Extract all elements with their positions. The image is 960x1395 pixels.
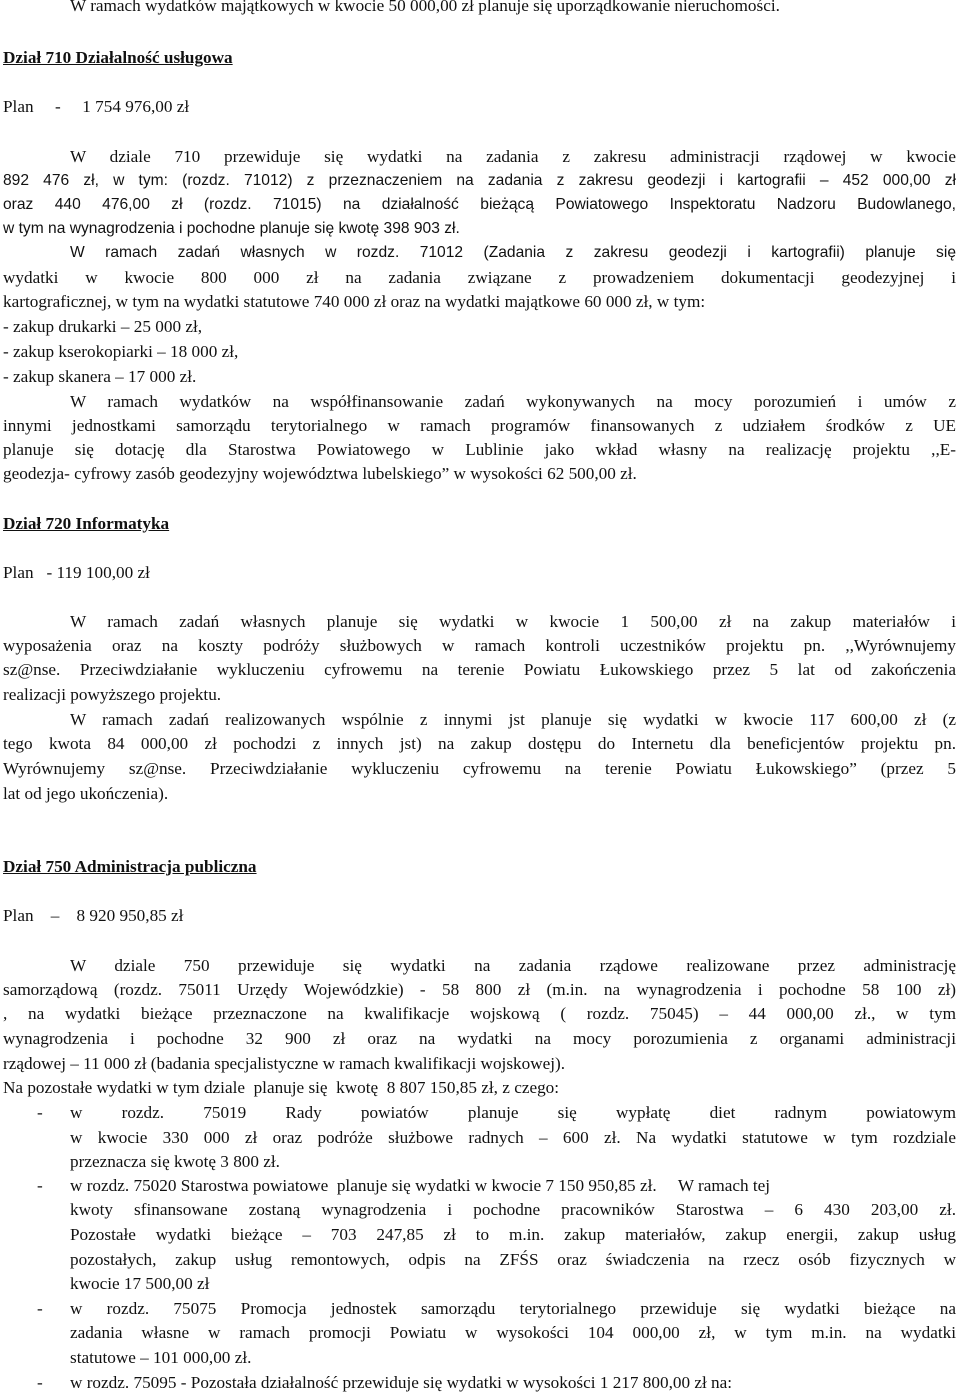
paragraph-line: samorządową (rozdz. 75011 Urzędy Wojewódzkie) - 58 800 zł (m.in. na wynagrodzenia i pochodne 58 100 zł) — [3, 980, 956, 999]
list-item: w rozdz. 75095 - Pozostała działalność przewiduje się wydatki w wysokości 1 217 800,00 zł na: — [70, 1373, 733, 1392]
text-line: W ramach wydatków majątkowych w kwocie 50 000,00 zł planuje się uporządkowanie nieruchomości. — [70, 0, 780, 15]
list-item: - zakup drukarki – 25 000 zł, — [3, 317, 203, 336]
list-item: w kwocie 330 000 zł oraz podróże służbowe radnych – 600 zł. Na wydatki statutowe w tym rozdziale — [70, 1128, 956, 1147]
section-heading-750: Dział 750 Administracja publiczna — [3, 857, 257, 876]
paragraph-line: realizacji powyższego projektu. — [3, 685, 222, 704]
paragraph-line: kartograficznej, w tym na wydatki statutowe 740 000 zł oraz na wydatki majątkowe 60 000 zł, w tym: — [3, 292, 706, 311]
list-dash: - — [37, 1373, 43, 1392]
plan-amount-710: Plan - 1 754 976,00 zł — [3, 97, 190, 116]
paragraph-line: W ramach zadań własnych w rozdz. 71012 (Zadania z zakresu geodezji i kartografii) planuje się — [70, 244, 956, 261]
paragraph-line: 892 476 zł, w tym: (rozdz. 71012) z przeznaczeniem na zadania z zakresu geodezji i kartografii – 452 000,00 zł — [3, 172, 956, 189]
section-heading-720: Dział 720 Informatyka — [3, 514, 170, 533]
plan-amount-720: Plan - 119 100,00 zł — [3, 563, 150, 582]
paragraph-line: tego kwota 84 000,00 zł pochodzi z innych jst) na zakup dostępu do Internetu dla beneficjentów projektu pn. — [3, 734, 956, 753]
paragraph-line: planuje się dotację dla Starostwa Powiatowego w Lublinie jako wkład własny na realizację projektu ,,E- — [3, 440, 956, 459]
list-item: - zakup kserokopiarki – 18 000 zł, — [3, 342, 239, 361]
paragraph-line: , na wydatki bieżące przeznaczone na kwalifikacje wojskową ( rozdz. 75045) – 44 000,00 zł., w tym — [3, 1004, 956, 1023]
paragraph-line: W dziale 750 przewiduje się wydatki na zadania rządowe realizowane przez administrację — [70, 956, 956, 975]
paragraph-line: innymi jednostkami samorządu terytorialnego w ramach programów finansowanych z udziałem środków z UE — [3, 416, 956, 435]
list-dash: - — [37, 1176, 43, 1195]
list-item: kwocie 17 500,00 zł — [70, 1274, 210, 1293]
paragraph-line: geodezja- cyfrowy zasób geodezyjny województwa lubelskiego” w wysokości 62 500,00 zł. — [3, 464, 637, 483]
paragraph-line: W dziale 710 przewiduje się wydatki na zadania z zakresu administracji rządowej w kwocie — [70, 147, 956, 166]
list-item: statutowe – 101 000,00 zł. — [70, 1348, 252, 1367]
list-dash: - — [37, 1103, 43, 1122]
paragraph-line: W ramach wydatków na współfinansowanie zadań wykonywanych na mocy porozumień i umów z — [70, 392, 956, 411]
list-item: przeznacza się kwotę 3 800 zł. — [70, 1152, 280, 1171]
list-item: w rozdz. 75020 Starostwa powiatowe planuje się wydatki w kwocie 7 150 950,85 zł. W ramach tej — [70, 1176, 771, 1195]
paragraph-line: Wyrównujemy sz@nse. Przeciwdziałanie wykluczeniu cyfrowemu na terenie Powiatu Łukowskiego” (przez 5 — [3, 759, 956, 778]
list-item: w rozdz. 75019 Rady powiatów planuje się wypłatę diet radnym powiatowym — [70, 1103, 956, 1122]
section-heading-710: Dział 710 Działalność usługowa — [3, 48, 233, 67]
paragraph-line: wydatki w kwocie 800 000 zł na zadania związane z prowadzeniem dokumentacji geodezyjnej i — [3, 268, 956, 287]
list-dash: - — [37, 1299, 43, 1318]
paragraph-line: oraz 440 476,00 zł (rozdz. 71015) na działalność bieżącą Powiatowego Inspektoratu Nadzoru Budowlanego, — [3, 196, 956, 213]
list-item: zadania własne w ramach promocji Powiatu w wysokości 104 000,00 zł, w tym m.in. na wydatki — [70, 1323, 956, 1342]
paragraph-line: Na pozostałe wydatki w tym dziale planuje się kwotę 8 807 150,85 zł, z czego: — [3, 1078, 560, 1097]
paragraph-line: lat od jego ukończenia). — [3, 784, 169, 803]
list-item: - zakup skanera – 17 000 zł. — [3, 367, 197, 386]
paragraph-line: wyposażenia oraz na koszty podróży służbowych w ramach kontroli uczestników projektu pn. ,,Wyrównujemy — [3, 636, 956, 655]
list-item: Pozostałe wydatki bieżące – 703 247,85 zł to m.in. zakup materiałów, zakup energii, zakup usług — [70, 1225, 956, 1244]
paragraph-line: wynagrodzenia i pochodne 32 900 zł oraz na wydatki na mocy porozumienia z organami administracji — [3, 1029, 956, 1048]
paragraph-line: rządowej – 11 000 zł (badania specjalistyczne w ramach kwalifikacji wojskowej). — [3, 1054, 566, 1073]
list-item: kwoty sfinansowane zostaną wynagrodzenia i pochodne pracowników Starostwa – 6 430 203,00 zł. — [70, 1200, 956, 1219]
paragraph-line: w tym na wynagrodzenia i pochodne planuje się kwotę 398 903 zł. — [3, 220, 460, 237]
plan-amount-750: Plan – 8 920 950,85 zł — [3, 906, 184, 925]
list-item: pozostałych, zakup usług remontowych, odpis na ZFŚS oraz świadczenia na rzecz osób fizycznych w — [70, 1250, 956, 1269]
paragraph-line: sz@nse. Przeciwdziałanie wykluczeniu cyfrowemu na terenie Powiatu Łukowskiego przez 5 lat od zakończenia — [3, 660, 956, 679]
list-item: w rozdz. 75075 Promocja jednostek samorządu terytorialnego przewiduje się wydatki bieżące na — [70, 1299, 956, 1318]
paragraph-line: W ramach zadań własnych planuje się wydatki w kwocie 1 500,00 zł na zakup materiałów i — [70, 612, 956, 631]
paragraph-line: W ramach zadań realizowanych wspólnie z innymi jst planuje się wydatki w kwocie 117 600,00 zł (z — [70, 710, 956, 729]
